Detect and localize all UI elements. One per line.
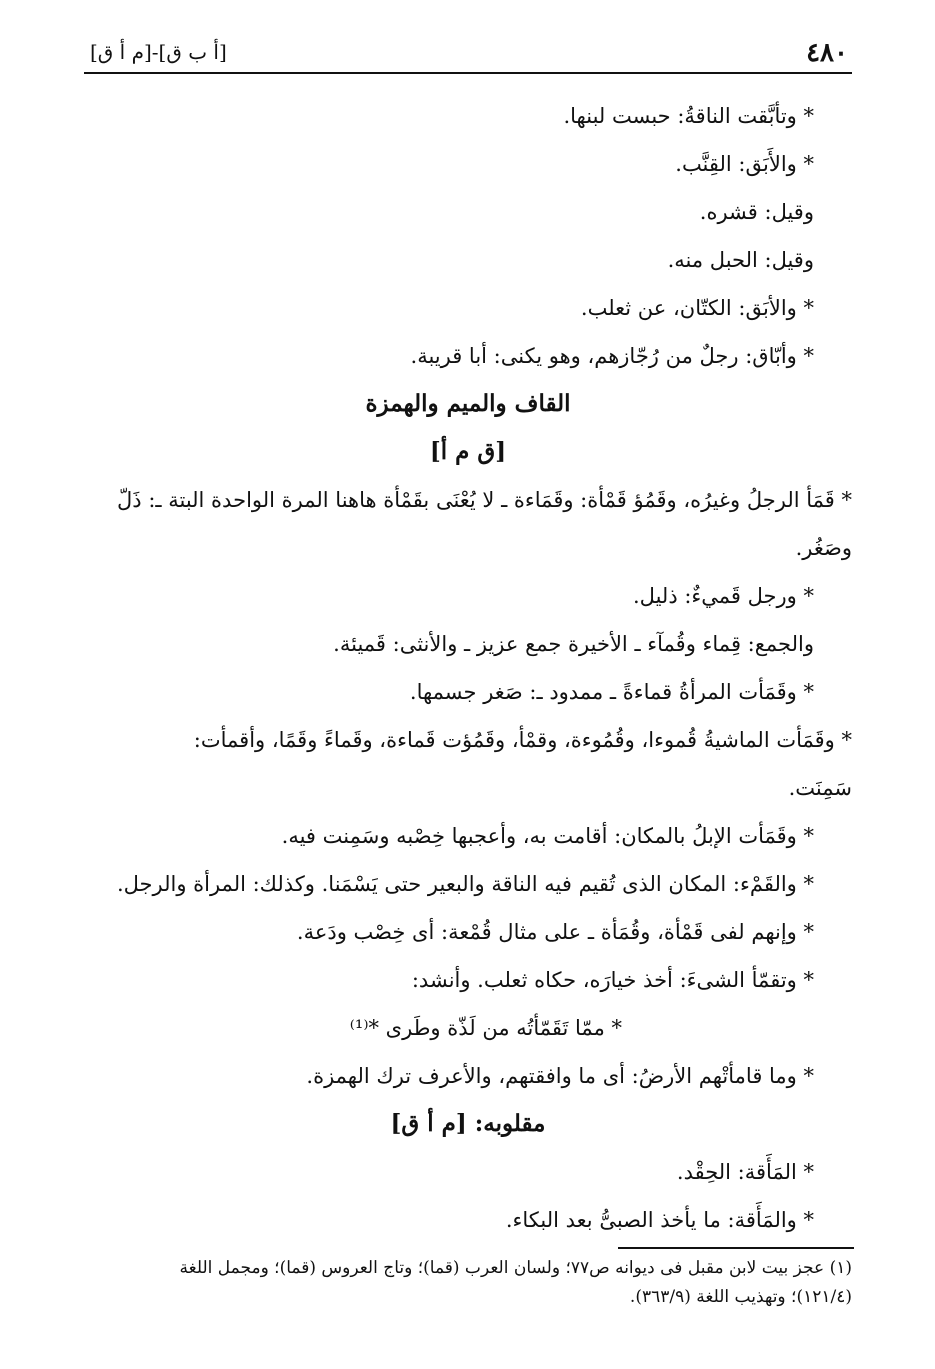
text-line: * وأبّاق: رجلٌ من رُجّازهم، وهو يكنى: أبا قريبة.: [410, 344, 814, 368]
text-line: * ورجل قَميءٌ: ذليل.: [633, 584, 814, 608]
section-heading: مقلوبه: [م أ ق]: [390, 1110, 546, 1137]
text-line: * وتقمّأ الشىءَ: أخذ خيارَه، حكاه ثعلب. وأنشد:: [411, 968, 814, 992]
running-head: [أ ب ق]-[م أ ق]: [90, 40, 227, 64]
text-line: * والأَبَق: القِنَّب.: [675, 152, 814, 176]
text-line: * قَمَأ الرجلُ وغيرُه، وقَمُؤ قَمْأة: وقَمَاءة ـ لا يُعْنَى بقَمْأة هاهنا المرة الواحدة البتة ـ: ذَلّ: [117, 488, 852, 512]
footnotes: [84, 1254, 852, 1312]
section-heading: القاف والميم والهمزة: [365, 390, 571, 417]
text-line: * وتأبَّقت الناقةُ: حبست لبنها.: [563, 104, 814, 128]
page-number: ٤٨٠: [806, 38, 848, 68]
page-body: [84, 92, 852, 1244]
verse-line: * ممّا تَقَمّأتُه من لَذّة وطَرى *⁽¹⁾: [349, 1016, 622, 1040]
text-line: * المَأَقة: الحِقْد.: [676, 1160, 814, 1184]
footnote-line: (١٢١/٤)؛ وتهذيب اللغة (٣٦٣/٩).: [629, 1287, 852, 1307]
page-header: [84, 38, 852, 74]
text-line: * وقَمَأت المرأةُ قماءةً ـ ممدود ـ: صَغر جسمها.: [409, 680, 814, 704]
text-line: * والأبَق: الكتّان، عن ثعلب.: [580, 296, 814, 320]
text-line: وصَغُر.: [795, 536, 852, 560]
text-line: سَمِنَت.: [788, 776, 852, 800]
footnote-rule: [618, 1247, 854, 1249]
text-line: * وإنهم لفى قَمْأة، وقُمَأة ـ على مثال قُمْعة: أى خِصْب ودَعة.: [296, 920, 814, 944]
text-line: وقيل: قشره.: [699, 200, 814, 224]
text-line: * والقَمْء: المكان الذى تُقيم فيه الناقة والبعير حتى يَسْمَنا. وكذلك: المرأة والرجل.: [116, 872, 814, 896]
text-line: * وقَمَأت الإبلُ بالمكان: أقامت به، وأعجبها خِصْبه وسَمِنت فيه.: [281, 824, 814, 848]
text-line: * والمَأَقة: ما يأخذ الصبىُّ بعد البكاء.: [505, 1208, 814, 1232]
text-line: * وما قامأتْهم الأرضُ: أى ما وافقتهم، والأعرف ترك الهمزة.: [306, 1064, 814, 1088]
section-heading: [ق م أ]: [429, 438, 507, 465]
text-line: والجمع: قِماء وقُمآء ـ الأخيرة جمع عزيز ـ والأنثى: قَميئة.: [333, 632, 814, 656]
footnote-line: (١) عجز بيت لابن مقبل فى ديوانه ص٧٧؛ ولسان العرب (قما)؛ وتاج العروس (قما)؛ ومجمل اللغة: [179, 1258, 852, 1278]
text-line: * وقَمَأت الماشيةُ قُموءا، وقُمُوءة، وقمْأ، وقَمُؤت قَماءة، وقَماءً وقَمًا، وأقمأت:: [193, 728, 852, 752]
text-line: وقيل: الحبل منه.: [667, 248, 814, 272]
